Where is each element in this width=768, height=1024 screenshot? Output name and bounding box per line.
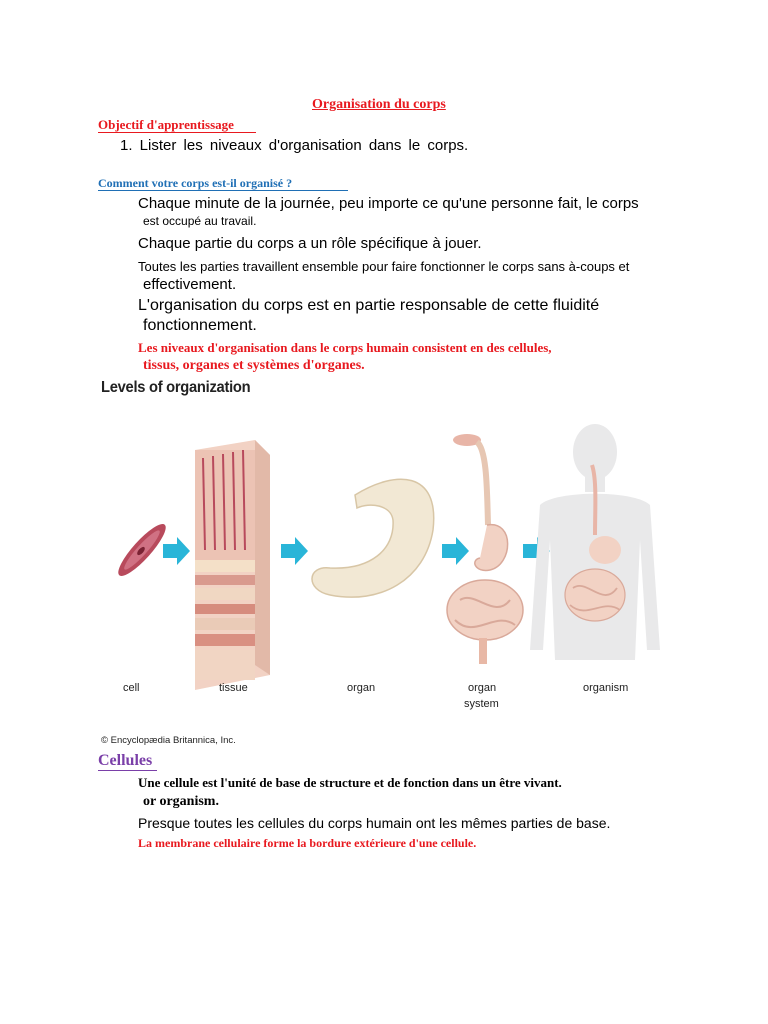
label-cell: cell — [123, 682, 140, 694]
figure-copyright: © Encyclopædia Britannica, Inc. — [101, 735, 236, 746]
label-tissue: tissue — [219, 682, 248, 694]
bullet-item: Chaque minute de la journée, peu importe ce qu'une personne fait, le corps — [138, 195, 639, 212]
cellules-underline — [98, 770, 157, 771]
objective-underline — [98, 132, 256, 133]
bullet-continuation: or organism. — [143, 794, 219, 809]
arrow-icon — [281, 537, 308, 565]
bullet-item: Chaque partie du corps a un rôle spécifique à jouer. — [138, 235, 482, 252]
bullet-item: La membrane cellulaire forme la bordure extérieure d'une cellule. — [138, 836, 477, 850]
arrow-icon — [442, 537, 469, 565]
tissue-illustration — [195, 440, 270, 690]
label-organ-system-line2: system — [464, 698, 499, 710]
arrow-icon — [163, 537, 190, 565]
label-organ-system-line1: organ — [468, 682, 497, 694]
bullet-continuation: tissus, organes et systèmes d'organes. — [143, 358, 365, 373]
bullet-continuation: fonctionnement. — [143, 317, 257, 334]
organ-illustration — [312, 479, 434, 597]
bullet-item: Une cellule est l'unité de base de structure et de fonction dans un être vivant. — [138, 775, 562, 790]
bullet-item: Toutes les parties travaillent ensemble pour faire fonctionner le corps sans à-coups et — [138, 259, 630, 274]
objective-heading: Objectif d'apprentissage — [98, 117, 234, 132]
bullet-continuation: est occupé au travail. — [143, 214, 257, 228]
cell-illustration — [113, 519, 172, 582]
levels-of-organization-figure — [95, 410, 695, 730]
bullet-item: Les niveaux d'organisation dans le corps humain consistent en des cellules, — [138, 340, 552, 355]
bullet-continuation: effectivement. — [143, 276, 237, 293]
question-underline — [98, 190, 348, 191]
question-heading: Comment votre corps est-il organisé ? — [98, 176, 293, 190]
organism-illustration — [530, 424, 660, 660]
objective-list-item: 1. Lister les niveaux d'organisation dans le corps. — [120, 137, 469, 154]
label-organism: organism — [583, 682, 629, 694]
bullet-item: Presque toutes les cellules du corps humain ont les mêmes parties de base. — [138, 815, 611, 831]
label-organ: organ — [347, 682, 376, 694]
figure-title: Levels of organization — [101, 379, 251, 396]
page-title: Organisation du corps — [312, 97, 446, 112]
section-heading-cellules: Cellules — [98, 752, 153, 769]
bullet-item: L'organisation du corps est en partie responsable de cette fluidité — [138, 297, 600, 314]
